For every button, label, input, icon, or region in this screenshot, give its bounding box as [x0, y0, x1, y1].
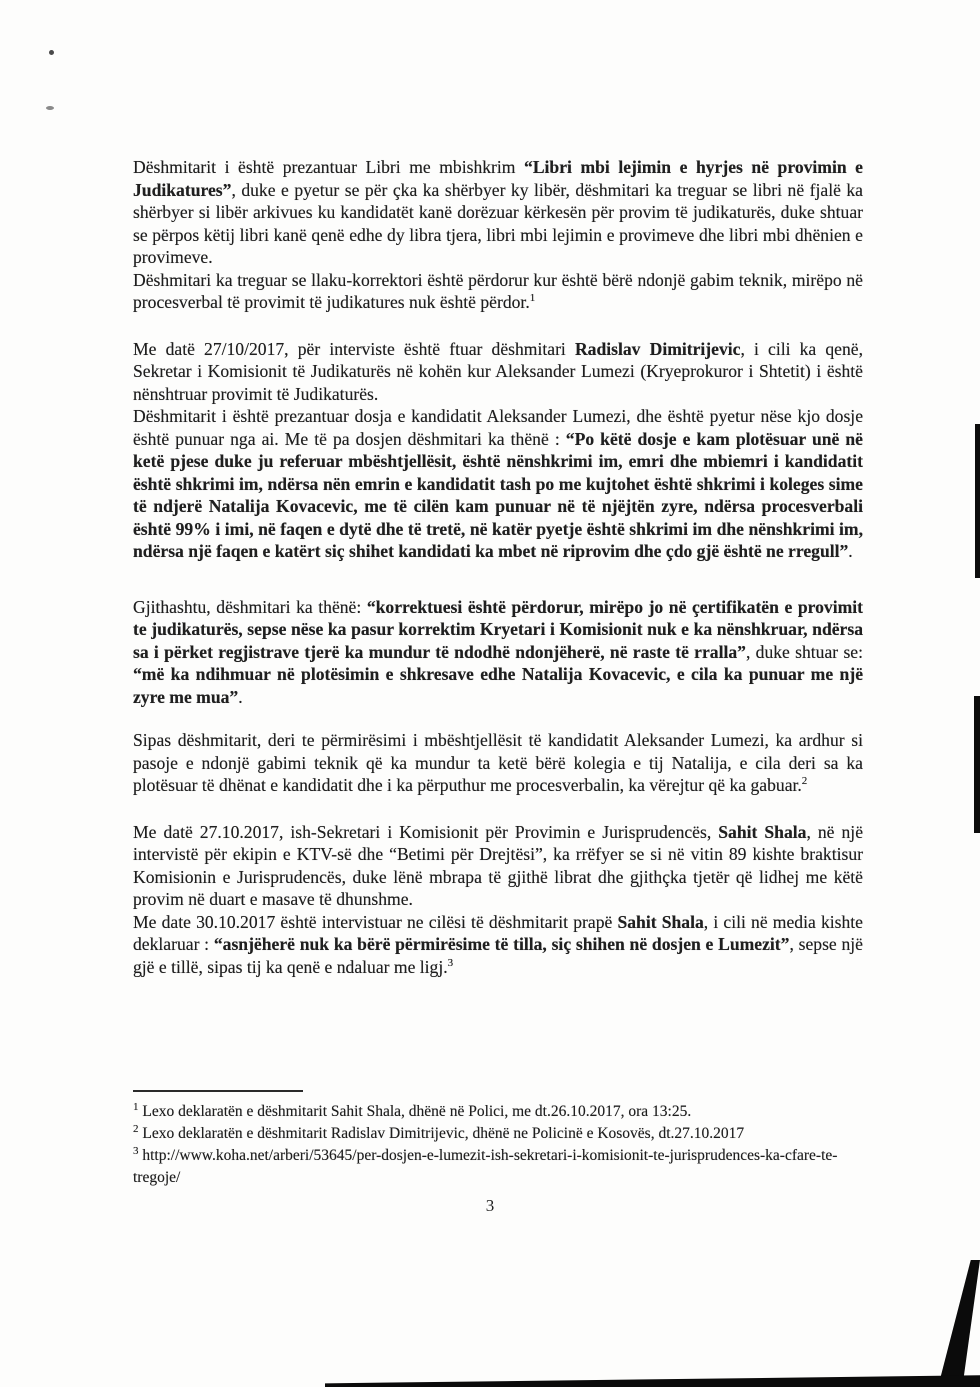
text-segment: . [238, 686, 243, 707]
text-segment: Sipas dëshmitarit, deri te përmirësimi i mbështjellësit të kandidatit Aleksander Lumezi, ka ardhur si pasoje e ndonjë gabimi teknik që ka mundur ta ketë bërë kolegia e tij Natalija, e cila deri sa ka plotësuar të dhënat e kandidatit dhe i ka përputhur me procesverbalin, ka vërejtur që ka gabuar. [133, 730, 863, 795]
text-segment: Me date 30.10.2017 është intervistuar ne cilësi të dëshmitarit prapë [133, 911, 618, 932]
footnote-marker: 3 [133, 1144, 139, 1157]
paragraphs [133, 156, 863, 978]
page-number: 3 [485, 1196, 495, 1215]
text-segment: , i cili ka qenë, Sekretar i Komisionit të Judikaturës në kohën kur Aleksander Lumezi (Kryeprokuror i Shtetit) i është nënshtruar provimit të Judikaturës. [133, 338, 863, 404]
bold-text-segment: “Po këtë dosje e kam plotësuar unë në ketë pjese duke ju referuar mbështjellësit, është nënshkrimi im, emri dhe mbiemri i kandidatit është shkrimi im, ndërsa nën emrin e kandidatit tash po me kujtohet është shkrimi i koleges sime të ndjerë Natalija Kovacevic, me të cilën kam punuar në të njëjtën zyre, ndërsa procesverbali është 99% i imi, në faqen e dytë dhe të tretë, në katër pyetje është shkrimi im dhe nënshkrimi im, ndërsa një faqen e katërt siç shihet kandidati ka mbet në riprovim dhe çdo gjë është ne rregull” [133, 428, 863, 561]
text-segment: Me datë 27.10.2017, ish-Sekretari i Komisionit për Provimin e Jurisprudencës, [133, 821, 719, 842]
footnote-marker: 1 [133, 1100, 139, 1113]
footnote [133, 1123, 863, 1145]
scan-speck-icon [49, 50, 54, 55]
text-segment: , duke shtuar se: [745, 641, 863, 662]
bold-text-segment: Radislav Dimitrijevic [574, 338, 741, 359]
footnote [133, 1145, 863, 1189]
footnote-text: Lexo deklaratën e dëshmitarit Sahit Shala, dhënë në Polici, me dt.26.10.2017, ora 13:25. [138, 1103, 692, 1120]
text-segment: , duke e pyetur se për çka ka shërbyer ky libër, dëshmitari ka treguar se libri në fjalë ka shërbyer si libër arkivues ku kandidatët kanë dorëzuar kërkesën për provim të judikaturës, duke shtuar se përpos këtij libri kanë qenë edhe dy libra tjera, libri mbi lejimin e provimeve dhe libri mbi dhënien e provimeve. [133, 179, 863, 267]
paragraph [133, 821, 863, 979]
bold-text-segment: “më ka ndihmuar në plotësimin e shkresave edhe Natalija Kovacevic, e cila ka punuar me një zyre me mua” [133, 664, 863, 707]
paragraph [133, 596, 863, 709]
bold-text-segment: Sahit Shala [617, 911, 704, 932]
footnote-separator [133, 1090, 303, 1092]
text-segment: Gjithashtu, dëshmitari ka thënë: [133, 596, 367, 617]
footnote-section [133, 1090, 863, 1189]
footnote-reference: 3 [447, 956, 454, 969]
document-body [133, 156, 863, 978]
bold-text-segment: Sahit Shala [718, 821, 807, 842]
bold-text-segment: “Libri mbi lejimin e hyrjes në provimin e Judikatures” [133, 157, 863, 200]
paragraph [133, 338, 863, 563]
text-segment: Me datë 27/10/2017, për interviste është ftuar dëshmitari [133, 338, 575, 359]
footnote-reference: 2 [801, 775, 808, 788]
paragraph [133, 729, 863, 797]
scan-speck-icon [46, 106, 54, 110]
footnote-text: Lexo deklaratën e dëshmitarit Radislav Dimitrijevic, dhënë ne Policinë e Kosovës, dt.27.10.2017 [138, 1125, 745, 1142]
footnote-text: http://www.koha.net/arberi/53645/per-dosjen-e-lumezit-ish-sekretari-i-komisionit-te-jurisprudences-ka-cfare-te-tregoje/ [133, 1147, 838, 1186]
footnote-reference: 1 [529, 292, 536, 305]
bold-text-segment: “asnjëherë nuk ka bërë përmirësime të tilla, siç shihen në dosjen e Lumezit” [213, 934, 790, 954]
text-segment: . [848, 541, 853, 561]
scan-edge-artifact [975, 424, 980, 578]
footnote-marker: 2 [133, 1122, 139, 1135]
bold-text-segment: “korrektuesi është përdorur, mirëpo jo në çertifikatën e provimit te judikaturës, sepse nëse ka pasur korrektim Kryetari i Komisionit nuk e ka nënshkruar, ndërsa sa i përket regjistrave tjerë ka mundur të ndodhë ndonjëherë, në raste të rralla” [133, 596, 863, 662]
footnote [133, 1101, 863, 1123]
text-segment: Dëshmitarit i është prezantuar Libri me mbishkrim [133, 157, 525, 177]
text-segment: , në një intervistë për ekipin e KTV-së dhe “Betimi për Drejtësi”, ka rrëfyer se si në vitin 89 kishte braktisur Komisionin e Jurisprudencës, duke lënë mbrapa të gjithë librat dhe gjithçka tjetër që lidhej me këtë provim në duart e masave të dhunshme. [133, 821, 863, 909]
text-segment: Dëshmitarit i është prezantuar dosja e kandidatit Aleksander Lumezi, dhe është pyetur nëse kjo dosje është punuar nga ai. Me të pa dosjen dëshmitari ka thënë : [133, 406, 863, 449]
scan-edge-artifact [974, 696, 980, 833]
scan-corner-artifact [938, 1260, 980, 1387]
footnote-list [133, 1101, 863, 1189]
paragraph [133, 156, 863, 314]
text-segment: , i cili në media kishte deklaruar : [133, 911, 863, 954]
text-segment: Dëshmitari ka treguar se llaku-korrektori është përdorur kur është bërë ndonjë gabim teknik, mirëpo në procesverbal të provimit të judikatures nuk është përdor. [133, 269, 863, 312]
scan-bottom-artifact [325, 1374, 980, 1387]
text-segment: , sepse një gjë e tillë, sipas tij ka qenë e ndaluar me ligj. [133, 934, 863, 977]
